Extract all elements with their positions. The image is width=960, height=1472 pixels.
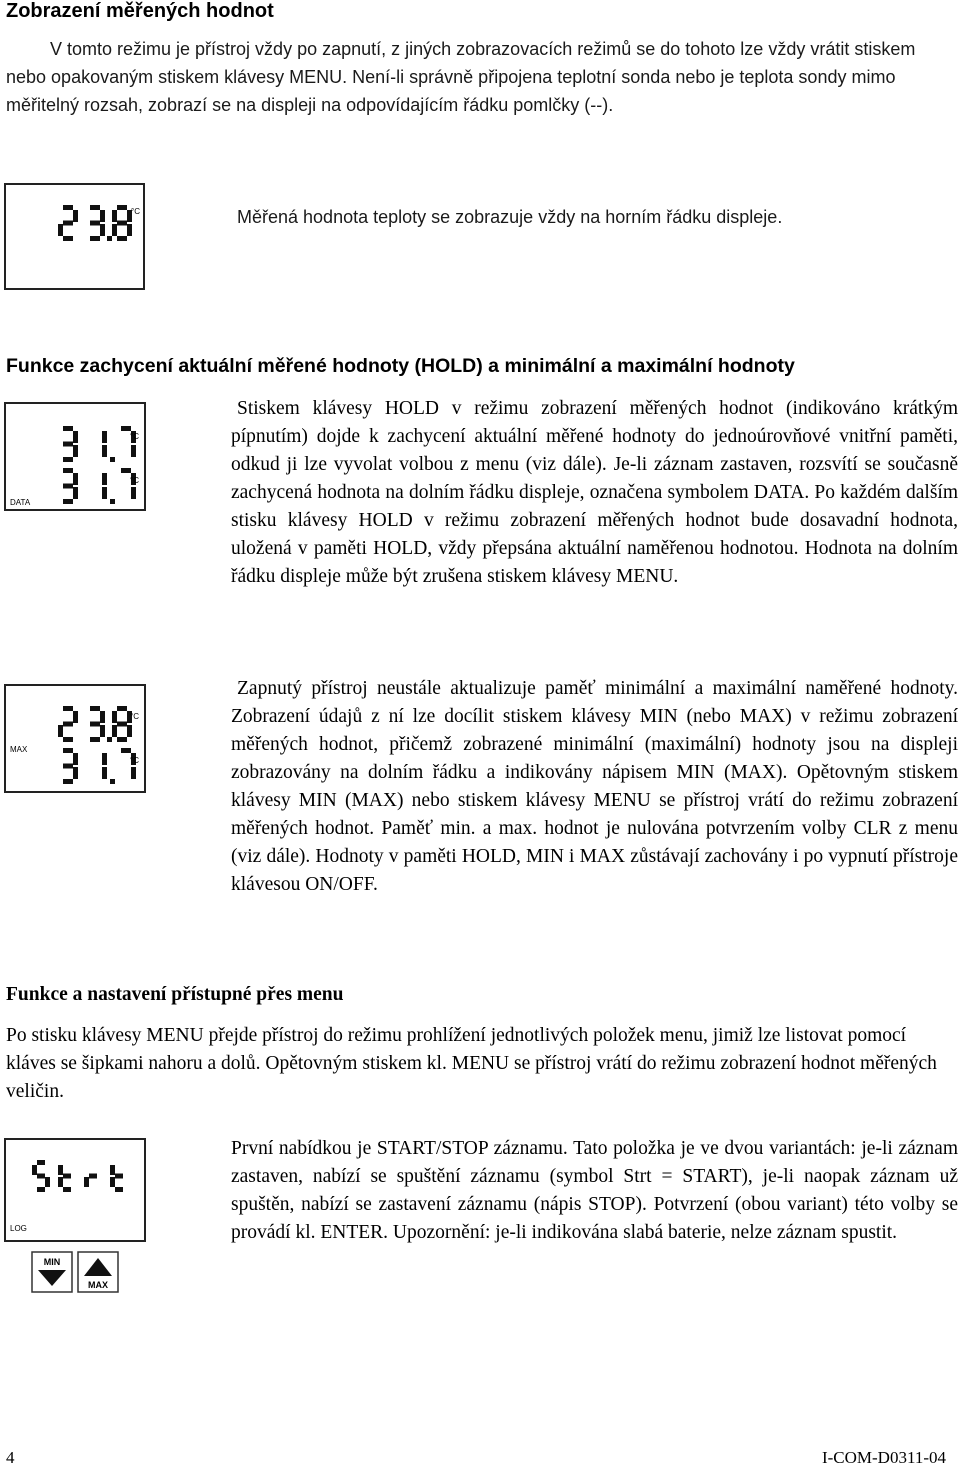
start-stop-paragraph: První nabídkou je START/STOP záznamu. Tato položka je ve dvou variantách: je-li záznam zastaven, nabízí se spuštění záznamu (symbol Strt = START), je-li naopak záznam už spuštěn, nabízí se zastavení záznamu (nápis STOP). Potvrzení (obou variant) této volby se provádí kl. ENTER. Upozornění: je-li indikována slabá baterie, nelze záznam spustit. [231, 1138, 958, 1243]
unit-label: °C [131, 207, 140, 216]
document-code: I-COM-D0311-04 [821, 1448, 946, 1467]
lcd-display-max [4, 684, 146, 793]
minmax-paragraph: Zapnutý přístroj neustále aktualizuje paměť minimální a maximální naměřené hodnoty. Zobrazení údajů z ní lze docílit stiskem klávesy MIN (nebo MAX) v režimu zobrazení měřených hodnot, přičemž zobrazené minimální (maximální) hodnoty jsou na displeji zobrazovány na dolním řádku a indikovány nápisem MIN (MAX). Opětovným stiskem klávesy MIN (MAX) nebo stiskem klávesy MENU se přístroj vrátí do režimu zobrazení měřených hodnot. Paměť min. a max. hodnot je nulována potvrzením volby CLR z menu (viz dále). Hodnoty v paměti HOLD, MIN i MAX zůstávají zachovány i po vypnutí přístroje klávesou ON/OFF. [231, 678, 958, 895]
unit-label-bottom: °C [130, 476, 139, 485]
max-indicator: MAX [10, 745, 28, 754]
section-title-menu: Funkce a nastavení přístupné přes menu [6, 984, 344, 1005]
section-title-display: Zobrazení měřených hodnot [6, 0, 274, 22]
log-indicator: LOG [10, 1224, 27, 1233]
display-caption: Měřená hodnota teploty se zobrazuje vždy na horním řádku displeje. [237, 207, 783, 227]
lcd-seven-segment [6, 185, 147, 292]
lcd-seven-segment [6, 404, 148, 513]
lcd-display-temperature [4, 183, 145, 290]
unit-label-top: °C [130, 712, 139, 721]
unit-label-top: °C [130, 432, 139, 441]
min-key-label: MIN [43, 1257, 61, 1267]
hold-paragraph: Stiskem klávesy HOLD v režimu zobrazení měřených hodnot (indikováno krátkým pípnutím) dojde k zachycení aktuální měřené hodnoty do jednoúrovňové vnitřní paměti, odkud ji lze vyvolat volbou z menu (viz dále). Je-li záznam zastaven, rozsvítí se současně zachycená hodnota na dolním řádku displeje, označena symbolem DATA. Po každém dalším stisku klávesy HOLD v režimu zobrazení měřených hodnot bude dosavadní hodnota, uložená v paměti HOLD, vždy přepsána aktuální naměřenou hodnotou. Hodnota na dolním řádku displeje může být zrušena stiskem klávesy MENU. [231, 398, 958, 587]
max-key-label: MAX [88, 1280, 108, 1290]
data-indicator: DATA [10, 498, 31, 507]
lcd-seven-segment [6, 686, 148, 795]
min-max-keys [30, 1250, 122, 1294]
min-key[interactable] [32, 1252, 72, 1292]
lcd-seven-segment [6, 1140, 148, 1244]
lcd-display-log [4, 1138, 146, 1242]
section-title-hold: Funkce zachycení aktuální měřené hodnoty (HOLD) a minimální a maximální hodnoty [6, 355, 795, 377]
section1-paragraph: V tomto režimu je přístroj vždy po zapnutí, z jiných zobrazovacích režimů se do tohoto lze vždy vrátit stiskem nebo opakovaným stiskem klávesy MENU. Není-li správně připojena teplotní sonda nebo je teplota sondy mimo měřitelný rozsah, zobrazí se na displeji na odpovídajícím řádku pomlčky (--). [6, 39, 916, 115]
menu-paragraph: Po stisku klávesy MENU přejde přístroj do režimu prohlížení jednotlivých položek menu, jimiž lze listovat pomocí kláves se šipkami nahoru a dolů. Opětovným stiskem kl. MENU se přístroj vrátí do režimu zobrazení hodnot měřených veličin. [6, 1025, 937, 1102]
page-number: 4 [6, 1448, 15, 1467]
unit-label-bottom: °C [130, 756, 139, 765]
lcd-display-hold [4, 402, 146, 511]
max-key[interactable] [78, 1252, 118, 1292]
